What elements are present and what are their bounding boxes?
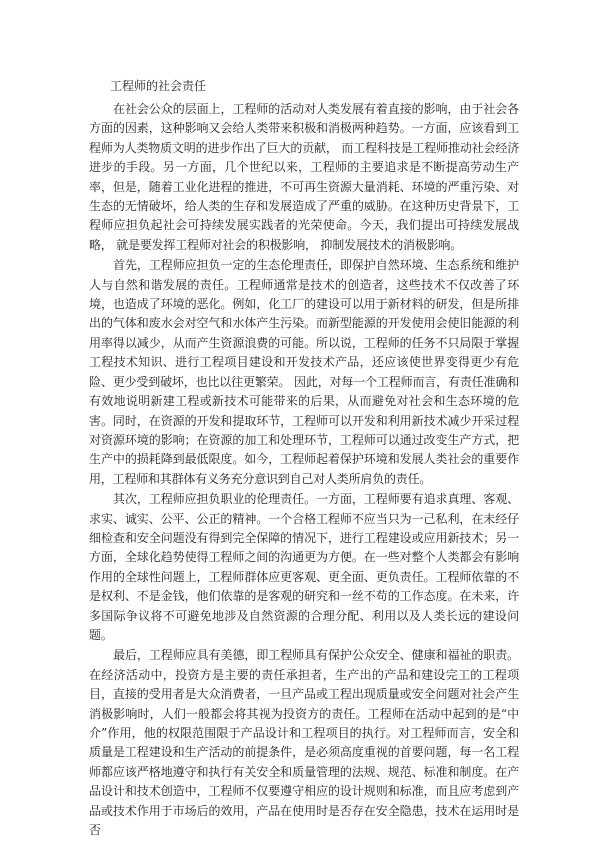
document-title: 工程师的社会责任 — [110, 79, 207, 93]
paragraph-ecological-ethics: 首先，工程师应担负一定的生态伦理责任，即保护自然环境、生态系统和维护人与自然和谐发展的责任。工程师通常是技术的创造者，这些技术不仅改善了环境，也造成了环境的恶化。例如，化工厂的建设可以用于新材料的研发，但是所排出的气体和废水会对空气和水体产生污染。而新型能源的开发使用会使旧能源的利用率得以减少，从而产生资源浪费的可能。所以说，工程师的任务不只局限于掌握工程技术知识、进行工程项目建设和开发技术产品，还应该使世界变得更少有危险、更少受到破坏，也比以往更繁荣。 因此，对每一个工程师而言，有责任准确和有效地说明新建工程或新技术可能带来的后果，从而避免对社会和生态环境的危害。同时，在资源的开发和提取环节，工程师可以开发和利用新技术减少开采过程对资源环境的影响；在资源的加工和处理环节，工程师可以通过改变生产方式，把生产中的损耗降到最低限度。如今，工程师起着保护环境和发展人类社会的重要作用，工程师和其群体有义务充分意识到自己对人类所肩负的责任。 — [89, 258, 519, 486]
paragraph-intro: 在社会公众的层面上，工程师的活动对人类发展有着直接的影响，由于社会各方面的因素，这种影响又会给人类带来积极和消极两种趋势。一方面，应该看到工程师为人类物质文明的进步作出了巨大的贡献， 而工程科技是工程师推动社会经济进步的手段。另一方面，几个世纪以来，工程师的主要追求是不断提高劳动生产率，但是，随着工业化进程的推进，不可再生资源大量消耗、环境的严重污染、对生态的无情破坏，给人类的生存和发展造成了严重的威胁。在这种历史背景下，工程师应担负起社会可持续发展实践者的光荣使命。今天，我们提出可持续发展战略， 就是要发挥工程师对社会的积极影响， 抑制发展技术的消极影响。 — [89, 102, 519, 252]
document-page — [89, 76, 519, 841]
paragraph-professional-ethics: 其次，工程师应担负职业的伦理责任。一方面，工程师要有追求真理、客观、求实、诚实、公平、公正的精神。一个合格工程师不应当只为一己私利，在未经仔细检查和安全问题没有得到完全保障的情况下，进行工程建设或应用新技术；另一方面，全球化趋势使得工程师之间的沟通更为方便。在一些对整个人类都会有影响作用的全球性问题上，工程师群体应更客观、更全面、更负责任。工程师依靠的不是权利、不是金钱，他们依靠的是客观的研究和一丝不苟的工作态度。在未来，许多国际争议将不可避免地涉及自然资源的合理分配、利用以及人类长远的建设问题。 — [89, 492, 519, 642]
paragraph-virtue: 最后，工程师应具有美德，即工程师具有保护公众安全、健康和福祉的职责。在经济活动中，投资方是主要的责任承担者，生产出的产品和建设完工的工程项目，直接的受用者是大众消费者，一旦产品或工程出现质量或安全问题对社会产生消极影响时，人们一般都会将其视为投资方的责任。工程师在活动中起到的是“中介”作用，他的权限范围限于产品设计和工程项目的执行。对工程师而言，安全和质量是工程建设和生产活动的前提条件，是必须高度重视的首要问题，每一名工程师都应该严格地遵守和执行有关安全和质量管理的法规、规范、标准和制度。在产品设计和技术创造中，工程师不仅要遵守相应的设计规则和标准，而且应考虑到产品或技术作用于市场后的效用，产品在使用时是否存在安全隐患，技术在运用时是否 — [89, 648, 519, 838]
